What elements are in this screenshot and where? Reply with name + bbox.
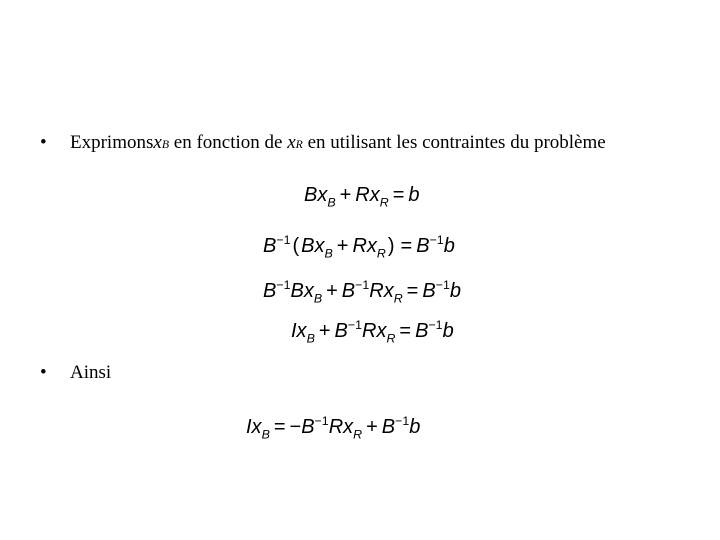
bullet-marker: • xyxy=(40,362,47,383)
bullet-ainsi xyxy=(40,362,111,384)
var-x-b: x xyxy=(153,132,162,153)
var-x-r: x xyxy=(287,132,296,153)
var-x-r-subscript: R xyxy=(295,138,303,151)
bullet-text-before: Exprimons xyxy=(70,132,154,153)
var-x-b-subscript: B xyxy=(161,138,170,151)
bullet-text-ainsi: Ainsi xyxy=(70,362,112,383)
equation-5: $Ix_B = -B^{-1}Rx_R + B^{-1}b$ xyxy=(246,414,421,442)
equation-2: $B^{-1}$ ( $Bx_B + Rx_R$ ) = $B^{-1}b$ xyxy=(263,233,455,261)
bullet-text-after: en utilisant les contraintes du problème xyxy=(302,132,606,153)
bullet-exprimons xyxy=(40,132,606,154)
bullet-marker: • xyxy=(40,132,47,153)
equation-3: $B^{-1}Bx_B + B^{-1}Rx_R = B^{-1}b$ xyxy=(263,278,461,306)
equation-4: $Ix_B + B^{-1}Rx_R = B^{-1}b$ xyxy=(291,318,454,346)
equation-1: $Bx_B + Rx_R = b$ xyxy=(304,184,420,210)
bullet-text-mid: en fonction de xyxy=(169,132,288,153)
